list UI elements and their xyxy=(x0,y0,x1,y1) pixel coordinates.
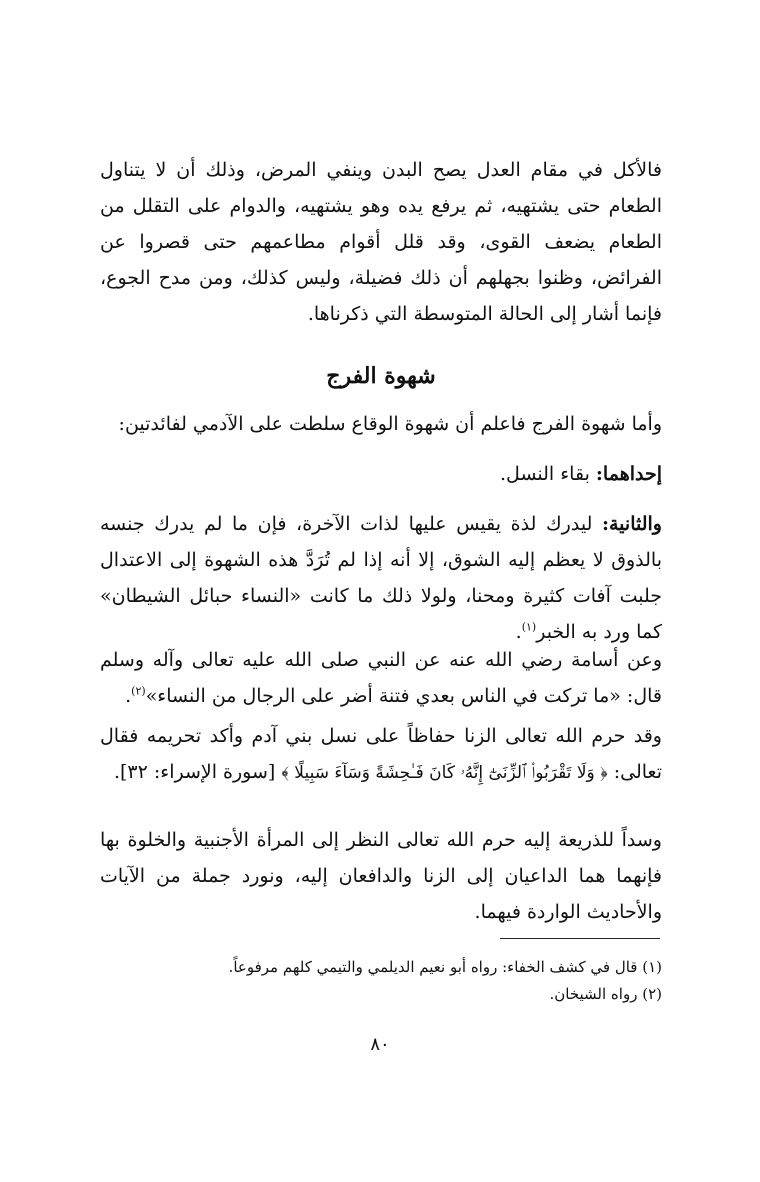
section-heading: شهوة الفرج xyxy=(326,363,436,389)
hadith-text: وعن أسامة رضي الله عنه عن النبي صلى الله عليه تعالى وآله وسلم قال: «ما تركت في الناس بعدي فتنة أضر على الرجال من النساء» xyxy=(100,649,662,707)
footnote-divider xyxy=(500,938,660,939)
paragraph-blocking-means: وسداً للذريعة إليه حرم الله تعالى النظر إلى المرأة الأجنبية والخلوة بها فإنهما هما الداعيان إلى الزنا والدافعان إليه، ونورد جملة من الآيات والأحاديث الواردة فيهما. xyxy=(100,829,662,923)
footnotes xyxy=(140,954,662,1008)
footnote-ref-2: (٢) xyxy=(131,684,146,698)
paragraph-zina-prohibition xyxy=(100,718,662,791)
second-benefit-label: والثانية: xyxy=(601,513,662,535)
paragraph-intro-desire: وأما شهوة الفرج فاعلم أن شهوة الوقاع سلطت على الآدمي لفائدتين: xyxy=(118,413,662,435)
zina-intro: وقد حرم الله تعالى الزنا حفاظاً على نسل بني آدم وأكد تحريمه فقال تعالى: xyxy=(100,725,662,783)
second-benefit-text: ليدرك لذة يقيس عليها لذات الآخرة، فإن ما لم يدرك جنسه بالذوق لا يعظم إليه الشوق، إلا أنه إذا لم تُرَدَّ هذه الشهوة إلى الاعتدال جلبت آفات كثيرة ومحنا، ولولا ذلك ما كانت «النساء حبائل الشيطان» كما ورد به الخبر xyxy=(100,513,662,643)
page-number: ٨٠ xyxy=(370,1034,390,1055)
paragraph-hadith-usama: وعن أسامة رضي الله عنه عن النبي صلى الله عليه تعالى وآله وسلم قال: «ما تركت في الناس بعدي فتنة أضر على الرجال من النساء»$^{(٢)}$. xyxy=(100,649,662,707)
paragraph-eating: فالأكل في مقام العدل يصح البدن وينفي المرض، وذلك أن لا يتناول الطعام حتى يشتهيه، ثم يرفع يده وهو يشتهيه، والدوام على التقلل من الطعام يضعف القوى، وقد قلل أقوام مطاعمهم حتى قصروا عن الفرائض، وظنوا بجهلهم أن ذلك فضيلة، وليس كذلك، ومن مدح الجوع، فإنما أشار إلى الحالة المتوسطة التي ذكرناها. xyxy=(100,159,662,325)
paragraph-first-benefit xyxy=(100,456,662,492)
paragraph-second-benefit: والثانية: ليدرك لذة يقيس عليها لذات الآخرة، فإن ما لم يدرك جنسه بالذوق لا يعظم إليه الشوق، إلا أنه إذا لم تُرَدَّ هذه الشهوة إلى الاعتدال جلبت آفات كثيرة ومحنا، ولولا ذلك ما كانت «النساء حبائل الشيطان» كما ورد به الخبر$^{(١)}$. xyxy=(100,513,662,643)
footnote-2: (٢) رواه الشيخان. xyxy=(549,985,662,1003)
first-benefit-label: إحداهما: xyxy=(595,463,662,485)
first-benefit-text: بقاء النسل. xyxy=(500,463,590,485)
quran-verse: ﴿ وَلَا تَقْرَبُوا۟ ٱلزِّنَىٰٓ إِنَّهُۥ كَانَ فَـٰحِشَةً وَسَآءَ سَبِيلًا ﴾ xyxy=(281,763,608,783)
footnote-ref-1: (١) xyxy=(521,620,537,634)
surah-reference: [سورة الإسراء: ٣٢]. xyxy=(113,761,276,783)
footnote-1: (١) قال في كشف الخفاء: رواه أبو نعيم الديلمي والتيمي كلهم مرفوعاً. xyxy=(228,958,662,976)
